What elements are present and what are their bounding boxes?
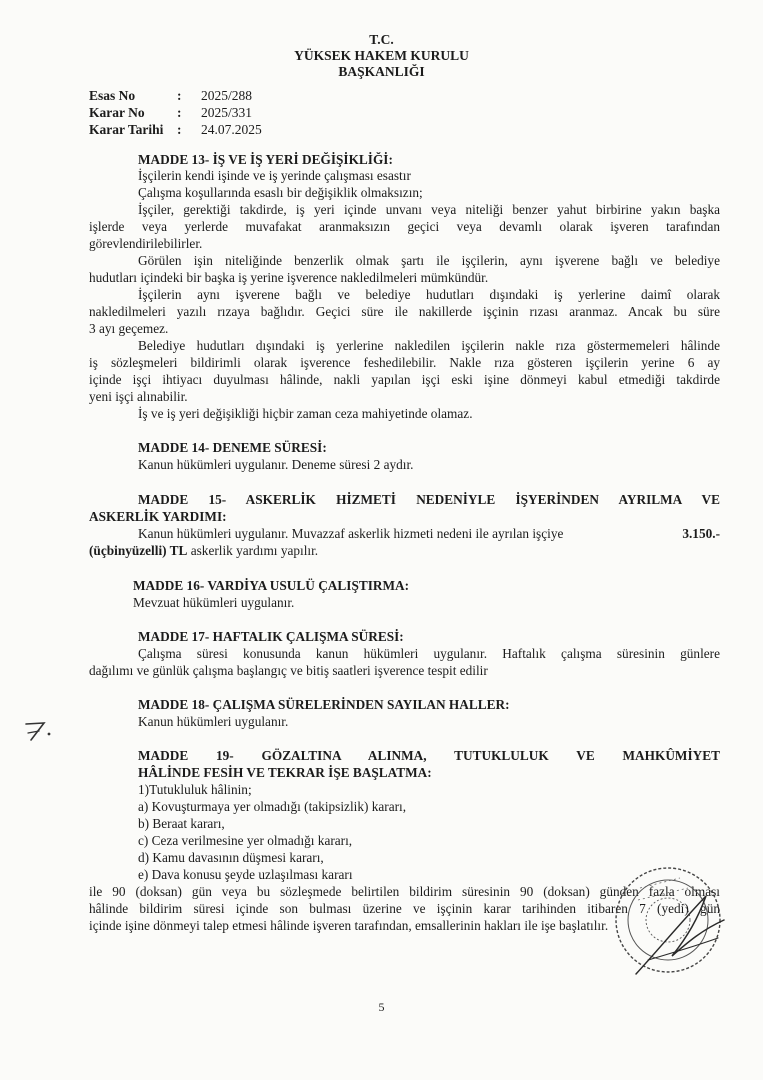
meta-value: 24.07.2025 [201, 122, 262, 137]
article-19-item-b: b) Beraat kararı, [138, 816, 225, 831]
article-16-title: MADDE 16- VARDİYA USULÜ ÇALIŞTIRMA: [133, 578, 410, 593]
article-15-amount-words: (üçbinyüzelli) TL [89, 543, 188, 558]
article-13-title: MADDE 13- İŞ VE İŞ YERİ DEĞİŞİKLİĞİ: [138, 152, 393, 167]
meta-value: 2025/331 [201, 105, 253, 120]
article-13-line: İşçilerin kendi işinde ve iş yerinde çalışması esastır [138, 168, 411, 183]
meta-karar-tarihi [89, 122, 262, 138]
article-13-line: iş sözleşmeleri bildirimli olarak işverence feshedilebilir. Nakle rıza gösteren işçilerin yerine 6 ay [89, 355, 720, 370]
page-number: 5 [378, 1000, 385, 1014]
article-19-item-e: e) Dava konusu şeyde uzlaşılması kararı [138, 867, 353, 882]
meta-esas-no [89, 88, 252, 104]
article-15-line [89, 543, 318, 559]
article-13-line: nakledilmeleri yazılı rızaya bağlıdır. Geçici süre ile nakillerde işçinin rızası aranmaz. Ancak bu süre [89, 304, 720, 319]
header-presidency: BAŞKANLIĞI [338, 64, 425, 79]
article-13-line: İşçilerin aynı işverene bağlı ve belediye hudutları dışındaki iş yerlerine daimî olarak [138, 287, 720, 302]
article-15-text: askerlik yardımı yapılır. [187, 543, 319, 558]
article-19-line: 1)Tutukluluk hâlinin; [138, 782, 252, 797]
header-institution: YÜKSEK HAKEM KURULU [294, 48, 469, 63]
article-17-line: Çalışma süresi konusunda kanun hükümleri uygulanır. Haftalık çalışma süresinin günlere [138, 646, 720, 661]
article-16-line: Mevzuat hükümleri uygulanır. [133, 595, 295, 610]
article-13-line: işlerde veya yerlerde muvafakat aranmaksızın geçici veya devamlı olarak işveren tarafından [89, 219, 720, 234]
article-19-line: hâlinde bildirim süresi içinde son bulması üzerine ve işçinin karar tarihinden itibaren 7 (yedi) gün [89, 901, 720, 916]
article-19-item-c: c) Ceza verilmesine yer olmadığı kararı, [138, 833, 353, 848]
article-13-line: İşçiler, gerektiği takdirde, iş yeri içinde unvanı veya niteliği benzer yahut birbirine yakın başka [138, 202, 720, 217]
article-13-line: Belediye hudutları dışındaki iş yerlerine nakledilen işçilerin nakle rıza göstermemeleri hâlinde [138, 338, 720, 353]
margin-initial-mark [22, 718, 58, 744]
article-19-title: MADDE 19- GÖZALTINA ALINMA, TUTUKLULUK VE MAHKÛMİYET [138, 748, 720, 763]
article-19-line: içinde işine dönmeyi talep etmesi hâlinde işveren tarafından, emsallerinin hakları ile işe başlatılır. [89, 918, 609, 933]
article-13-line: Çalışma koşullarında esaslı bir değişiklik olmaksızın; [138, 185, 423, 200]
article-15-line [138, 526, 720, 542]
meta-value: 2025/288 [201, 88, 253, 103]
meta-colon: : [177, 105, 182, 120]
article-18-title: MADDE 18- ÇALIŞMA SÜRELERİNDEN SAYILAN HALLER: [138, 697, 510, 712]
article-15-title: MADDE 15- ASKERLİK HİZMETİ NEDENİYLE İŞYERİNDEN AYRILMA VE [138, 492, 720, 507]
article-13-line: İş ve iş yeri değişikliği hiçbir zaman ceza mahiyetinde olamaz. [138, 406, 473, 421]
article-19-title-cont: HÂLİNDE FESİH VE TEKRAR İŞE BAŞLATMA: [138, 765, 432, 780]
article-19-line: ile 90 (doksan) gün veya bu sözleşmede belirtilen bildirim süresinin 90 (doksan) günden fazla olması [89, 884, 720, 899]
article-13-line: yeni işçi alınabilir. [89, 389, 188, 404]
article-13-line: Görülen işin niteliğinde benzerlik olmak şartı ile işçilerin, aynı işverene bağlı ve belediye [138, 253, 720, 268]
article-13-line: içinde işçi ihtiyacı duyulması hâlinde, nakli yapılan işçi eski işine dönmeyi kabul etmediği takdirde [89, 372, 720, 387]
article-13-line: 3 ayı geçemez. [89, 321, 169, 336]
meta-label: Karar No [89, 105, 145, 120]
article-17-line: dağılımı ve günlük çalışma başlangıç ve bitiş saatleri işverence tespit edilir [89, 663, 488, 678]
meta-colon: : [177, 88, 182, 103]
article-14-line: Kanun hükümleri uygulanır. Deneme süresi 2 aydır. [138, 457, 414, 472]
article-15-text: Kanun hükümleri uygulanır. Muvazzaf askerlik hizmeti nedeni ile ayrılan işçiye [138, 526, 564, 541]
meta-karar-no [89, 105, 252, 121]
article-13-line: hudutları içindeki bir başka iş yerine işverence nakledilmeleri mümkündür. [89, 270, 489, 285]
signature [628, 890, 738, 980]
article-15-amount: 3.150.- [682, 526, 720, 541]
article-15-title-cont: ASKERLİK YARDIMI: [89, 509, 227, 524]
meta-label: Esas No [89, 88, 136, 103]
article-17-title: MADDE 17- HAFTALIK ÇALIŞMA SÜRESİ: [138, 629, 404, 644]
article-19-item-d: d) Kamu davasının düşmesi kararı, [138, 850, 324, 865]
article-18-line: Kanun hükümleri uygulanır. [138, 714, 289, 729]
meta-label: Karar Tarihi [89, 122, 164, 137]
meta-colon: : [177, 122, 182, 137]
article-19-item-a: a) Kovuşturmaya yer olmadığı (takipsizlik) kararı, [138, 799, 407, 814]
header-tc: T.C. [369, 32, 394, 47]
article-13-line: görevlendirilebilirler. [89, 236, 203, 251]
article-14-title: MADDE 14- DENEME SÜRESİ: [138, 440, 327, 455]
